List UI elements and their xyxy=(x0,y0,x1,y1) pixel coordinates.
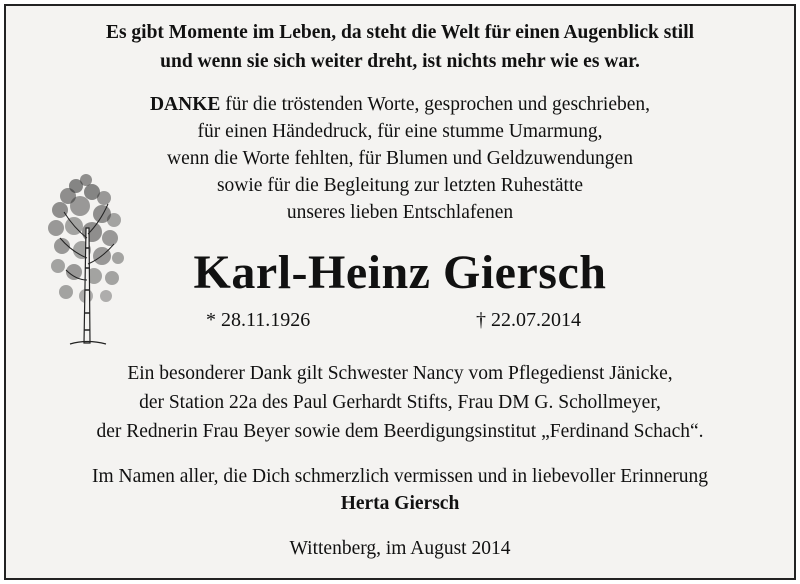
thanks-line-3: wenn die Worte fehlten, für Blumen und Geldzuwendungen xyxy=(167,148,633,169)
intro-line-2: und wenn sie sich weiter dreht, ist nichts mehr wie es war. xyxy=(160,51,640,72)
place-and-date: Wittenberg, im August 2014 xyxy=(289,538,511,559)
special-thanks-line-1: Ein besonderer Dank gilt Schwester Nancy vom Pflegedienst Jänicke, xyxy=(127,363,673,384)
signer-name: Herta Giersch xyxy=(340,493,460,514)
special-thanks-line-3: der Rednerin Frau Beyer sowie dem Beerdigungsinstitut „Ferdinand Schach“. xyxy=(96,421,704,442)
thanks-line-4: sowie für die Begleitung zur letzten Ruhestätte xyxy=(216,175,584,196)
intro-line-1: Es gibt Momente im Leben, da steht die Welt für einen Augenblick still xyxy=(105,22,695,43)
birch-tree-icon xyxy=(46,168,126,348)
thanks-line-5: unseres lieben Entschlafenen xyxy=(286,202,514,223)
thanks-first-rest: für die tröstenden Worte, gesprochen und geschrieben, xyxy=(220,94,651,115)
obituary-notice xyxy=(4,4,796,580)
birth-date: * 28.11.1926 xyxy=(206,309,311,331)
thanks-line-1 xyxy=(6,94,794,116)
special-thanks-line-2: der Station 22a des Paul Gerhardt Stifts, Frau DM G. Schollmeyer, xyxy=(139,392,661,413)
closing-line: Im Namen aller, die Dich schmerzlich vermissen und in liebevoller Erinnerung xyxy=(92,466,708,487)
deceased-name: Karl-Heinz Giersch xyxy=(193,246,607,299)
death-date: † 22.07.2014 xyxy=(476,309,581,331)
thanks-line-2: für einen Händedruck, für eine stumme Umarmung, xyxy=(197,121,603,142)
thanks-word: DANKE xyxy=(149,94,221,115)
